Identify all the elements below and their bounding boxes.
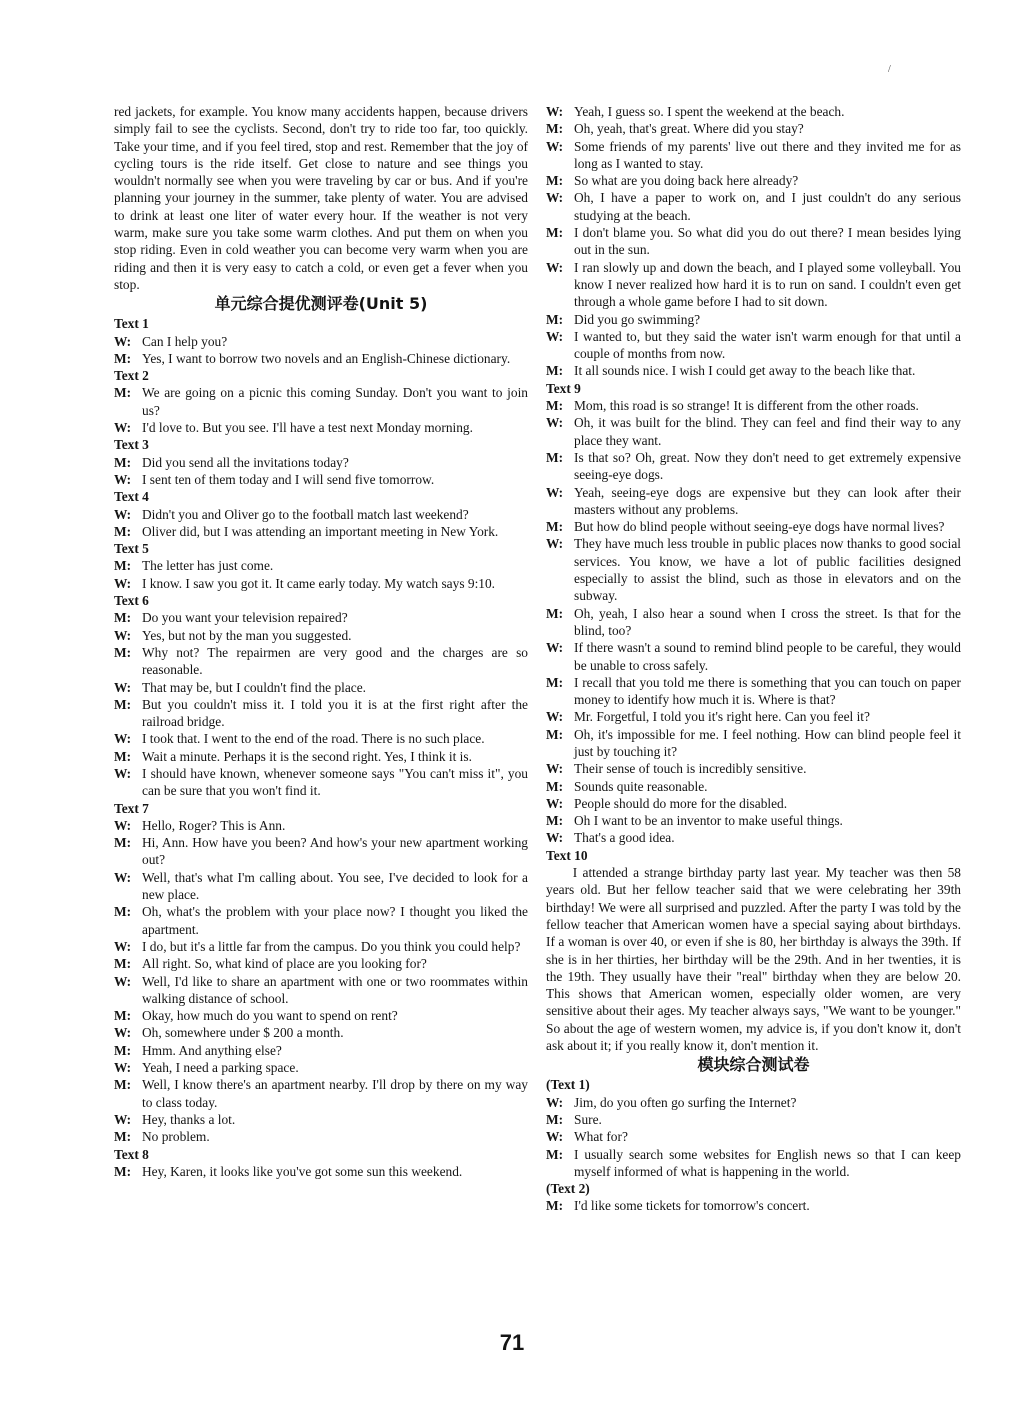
dialogue-text: Hi, Ann. How have you been? And how's your new apartment working out? (142, 835, 528, 868)
dialogue-text: All right. So, what kind of place are you looking for? (142, 956, 427, 972)
dialogue-text: But you couldn't miss it. I told you it is at the first right after the railroad bridge. (142, 696, 528, 730)
speaker-label: W: (114, 506, 132, 522)
dialogue-text: Oh, it's impossible for me. I feel nothing. How can blind people feel it just by touching it? (574, 726, 961, 759)
dialogue-line (546, 1111, 961, 1128)
speaker-label: W: (114, 471, 132, 487)
dialogue-text: Hey, thanks a lot. (142, 1111, 236, 1127)
dialogue-line (114, 1007, 528, 1024)
speaker-label: W: (114, 575, 132, 591)
section-heading: 单元综合提优测评卷(Unit 5) (214, 294, 428, 314)
dialogue-line (114, 506, 528, 523)
dialogue-text: Sounds quite reasonable. (574, 778, 708, 794)
dialogue-text: Sure. (574, 1111, 602, 1127)
dialogue-text: I don't blame you. So what did you do out there? I mean besides lying out in the sun. (574, 225, 961, 258)
dialogue-line (546, 708, 961, 725)
speaker-label: W: (546, 795, 564, 811)
dialogue-line (114, 1128, 528, 1145)
section-heading: 模块综合测试卷 (697, 1055, 810, 1075)
speaker-label: W: (546, 1129, 564, 1145)
dialogue-text: Didn't you and Oliver go to the football match last weekend? (142, 506, 469, 522)
speaker-label: W: (114, 973, 132, 989)
dialogue-line (546, 259, 961, 311)
dialogue-line (546, 103, 961, 120)
speaker-label: M: (546, 398, 564, 414)
speaker-label: M: (114, 1042, 132, 1058)
dialogue-text: Their sense of touch is incredibly sensitive. (574, 761, 807, 777)
scan-mark: / (888, 64, 891, 75)
speaker-label: W: (114, 1060, 132, 1076)
dialogue-line (546, 311, 961, 328)
dialogue-line (546, 449, 961, 484)
paragraph: red jackets, for example. You know many accidents happen, because drivers simply fail to see the cyclists. Second, don't try to ride too far, too quickly. Take your time, and if you feel tired, stop and rest. Remember that the joy of cycling tours is the ride itself. Get close to nature and see things you wouldn't normally see when you were traveling by car or bus. And if you're planning your journey in the summer, take plenty of water. You are advised to drink at least one liter of water every hour. If the weather is not very warm, make sure you take some warm clothes. And put them on when you stop riding. Even in cold weather you can become very warm when you are riding and then it is very easy to catch a cold, or even get a fever when you stop. (114, 104, 528, 292)
dialogue-line (114, 903, 528, 938)
dialogue-line (114, 1024, 528, 1041)
speaker-label: M: (114, 748, 132, 764)
dialogue-text: Mr. Forgetful, I told you it's right here. Can you feel it? (574, 709, 870, 725)
dialogue-line (546, 829, 961, 846)
speaker-label: W: (546, 761, 564, 777)
dialogue-line (546, 518, 961, 535)
speaker-label: W: (114, 627, 132, 643)
dialogue-text: Oh, yeah, that's great. Where did you stay? (574, 121, 804, 137)
dialogue-text: Oh, I have a paper to work on, and I just couldn't do any serious studying at the beach. (574, 190, 961, 223)
dialogue-text: We are going on a picnic this coming Sunday. Don't you want to join us? (142, 385, 528, 418)
speaker-label: W: (546, 640, 564, 656)
dialogue-line (546, 795, 961, 812)
dialogue-line (114, 955, 528, 972)
dialogue-text: If there wasn't a sound to remind blind people to be careful, they would be unable to cross safely. (574, 640, 961, 673)
speaker-label: W: (546, 138, 564, 154)
left-column (114, 103, 528, 1180)
text-label: (Text 2) (546, 1181, 590, 1197)
speaker-label: M: (114, 1008, 132, 1024)
text-label: Text 10 (546, 847, 588, 863)
dialogue-line (546, 189, 961, 224)
dialogue-line (546, 760, 961, 777)
dialogue-text: Yes, but not by the man you suggested. (142, 627, 352, 643)
dialogue-text: I know. I saw you got it. It came early today. My watch says 9:10. (142, 575, 496, 591)
speaker-label: W: (546, 104, 564, 119)
speaker-label: W: (114, 731, 132, 747)
dialogue-text: Oliver did, but I was attending an important meeting in New York. (142, 523, 499, 539)
dialogue-line (114, 523, 528, 540)
dialogue-text: Yes, I want to borrow two novels and an English-Chinese dictionary. (142, 350, 511, 366)
dialogue-text: They have much less trouble in public places now thanks to good social services. You know, we have a lot of public facilities designed especially to assist the blind, such as those in elevators and on the subway. (574, 536, 961, 604)
dialogue-text: Oh I want to be an inventor to make useful things. (574, 813, 843, 829)
dialogue-line (114, 1042, 528, 1059)
dialogue-text: I'd like some tickets for tomorrow's concert. (574, 1198, 810, 1214)
speaker-label: M: (546, 1146, 564, 1162)
dialogue-text: Can I help you? (142, 333, 228, 349)
dialogue-text: Jim, do you often go surfing the Internet? (574, 1094, 797, 1110)
text-label: Text 3 (114, 437, 149, 453)
speaker-label: M: (114, 350, 132, 366)
dialogue-line (546, 1146, 961, 1181)
dialogue-line (114, 765, 528, 800)
dialogue-text: I recall that you told me there is something that you can touch on paper money to identify how much it is. Where is that? (574, 674, 961, 708)
speaker-label: M: (546, 813, 564, 829)
text-label: Text 6 (114, 593, 149, 609)
dialogue-line (546, 1197, 961, 1214)
speaker-label: M: (114, 1129, 132, 1145)
dialogue-text: I sent ten of them today and I will send five tomorrow. (142, 471, 435, 487)
dialogue-line (114, 557, 528, 574)
speaker-label: M: (114, 610, 132, 626)
dialogue-text: That may be, but I couldn't find the place. (142, 679, 367, 695)
dialogue-line (114, 696, 528, 731)
dialogue-line (114, 817, 528, 834)
speaker-label: M: (114, 696, 132, 712)
dialogue-text: Wait a minute. Perhaps it is the second right. Yes, I think it is. (142, 748, 472, 764)
dialogue-line (546, 605, 961, 640)
speaker-label: M: (546, 173, 564, 189)
dialogue-line (114, 1059, 528, 1076)
speaker-label: M: (546, 225, 564, 241)
dialogue-text: Okay, how much do you want to spend on rent? (142, 1008, 398, 1024)
speaker-label: M: (546, 1111, 564, 1127)
dialogue-line (114, 627, 528, 644)
speaker-label: M: (114, 904, 132, 920)
dialogue-line (114, 1163, 528, 1180)
dialogue-line (114, 1076, 528, 1111)
dialogue-text: I'd love to. But you see. I'll have a test next Monday morning. (142, 420, 473, 436)
dialogue-text: I took that. I went to the end of the road. There is no such place. (142, 731, 485, 747)
dialogue-line (546, 674, 961, 709)
dialogue-text: Oh, somewhere under $ 200 a month. (142, 1025, 344, 1041)
speaker-label: M: (546, 1198, 564, 1214)
speaker-label: W: (114, 1025, 132, 1041)
speaker-label: M: (546, 363, 564, 379)
dialogue-line (114, 471, 528, 488)
right-column (546, 103, 961, 1215)
dialogue-line (114, 350, 528, 367)
dialogue-line (114, 384, 528, 419)
dialogue-line (114, 609, 528, 626)
dialogue-text: Hey, Karen, it looks like you've got some sun this weekend. (142, 1163, 463, 1179)
dialogue-text: Why not? The repairmen are very good and the charges are so reasonable. (142, 644, 528, 678)
speaker-label: W: (546, 190, 564, 206)
text-label: Text 1 (114, 316, 149, 332)
dialogue-text: Oh, what's the problem with your place now? I thought you liked the apartment. (142, 904, 528, 937)
speaker-label: W: (114, 679, 132, 695)
text-label: Text 9 (546, 380, 581, 396)
dialogue-line (546, 224, 961, 259)
dialogue-line (546, 639, 961, 674)
speaker-label: M: (114, 454, 132, 470)
text-label: Text 5 (114, 541, 149, 557)
text-label: Text 2 (114, 368, 149, 384)
dialogue-text: Mom, this road is so strange! It is different from the other roads. (574, 398, 919, 414)
speaker-label: W: (114, 869, 132, 885)
speaker-label: W: (546, 1094, 564, 1110)
dialogue-line (114, 869, 528, 904)
speaker-label: M: (546, 778, 564, 794)
dialogue-text: What for? (574, 1129, 628, 1145)
speaker-label: W: (546, 484, 564, 500)
speaker-label: W: (546, 259, 564, 275)
speaker-label: M: (114, 956, 132, 972)
dialogue-line (546, 726, 961, 761)
dialogue-text: Some friends of my parents' live out there and they invited me for as long as I wanted to stay. (574, 138, 961, 171)
speaker-label: M: (114, 558, 132, 574)
speaker-label: M: (546, 519, 564, 535)
dialogue-text: I should have known, whenever someone says "You can't miss it", you can be sure that you won't find it. (142, 765, 528, 799)
dialogue-text: But how do blind people without seeing-eye dogs have normal lives? (574, 519, 945, 535)
dialogue-text: So what are you doing back here already? (574, 173, 799, 189)
speaker-label: W: (546, 536, 564, 552)
speaker-label: M: (546, 674, 564, 690)
speaker-label: M: (114, 644, 132, 660)
text-label: Text 8 (114, 1146, 149, 1162)
speaker-label: W: (546, 415, 564, 431)
dialogue-text: I ran slowly up and down the beach, and I played some volleyball. You know I never realized how hard it is to run on sand. I couldn't even get through a whole game before I had to sit down. (574, 259, 961, 310)
speaker-label: M: (546, 449, 564, 465)
dialogue-line (114, 938, 528, 955)
dialogue-line (546, 138, 961, 173)
dialogue-text: Well, I know there's an apartment nearby. I'll drop by there on my way to class today. (142, 1077, 528, 1110)
dialogue-text: Did you send all the invitations today? (142, 454, 349, 470)
speaker-label: W: (114, 420, 132, 436)
dialogue-line (114, 679, 528, 696)
speaker-label: W: (114, 765, 132, 781)
speaker-label: M: (546, 726, 564, 742)
dialogue-text: Yeah, seeing-eye dogs are expensive but they can look after their masters without any problems. (574, 484, 961, 517)
dialogue-line (114, 454, 528, 471)
speaker-label: M: (114, 385, 132, 401)
text-label: (Text 1) (546, 1077, 590, 1093)
speaker-label: M: (546, 311, 564, 327)
speaker-label: M: (546, 605, 564, 621)
dialogue-line (114, 973, 528, 1008)
dialogue-line (546, 1128, 961, 1145)
dialogue-line (546, 362, 961, 379)
dialogue-line (546, 778, 961, 795)
dialogue-text: Did you go swimming? (574, 311, 701, 327)
dialogue-line (546, 397, 961, 414)
dialogue-text: I usually search some websites for English news so that I can keep myself informed of what is happening in the world. (574, 1146, 961, 1179)
dialogue-text: Well, that's what I'm calling about. You see, I've decided to look for a new place. (142, 869, 528, 903)
paragraph: I attended a strange birthday party last year. My teacher was then 58 years old. But her fellow teacher said that we were celebrating her 39th birthday! We were all surprised and puzzled. After the party I was told by the fellow teacher that American women have a special saying about birthdays. If a woman is over 40, or even if she is 80, her birthday is always the 39th. If she is in her thirties, her birthday will be the 29th. And in her twenties, it is the 19th. They usually have their "real" birthday when they are below 20. This shows that American women, especially older women, are very sensitive about their ages. My teacher always says, "We want to be younger." So about the age of western women, my advice is, if you don't know it, don't ask about it; if you really know it, don't mention it. (546, 865, 961, 1054)
speaker-label: M: (546, 121, 564, 137)
dialogue-text: It all sounds nice. I wish I could get away to the beach like that. (574, 363, 916, 379)
speaker-label: W: (546, 328, 564, 344)
dialogue-line (114, 644, 528, 679)
dialogue-text: Yeah, I need a parking space. (142, 1060, 299, 1076)
dialogue-line (546, 484, 961, 519)
dialogue-text: Yeah, I guess so. I spent the weekend at the beach. (574, 104, 845, 119)
dialogue-text: Do you want your television repaired? (142, 610, 348, 626)
dialogue-line (114, 748, 528, 765)
speaker-label: M: (114, 1163, 132, 1179)
speaker-label: W: (546, 709, 564, 725)
dialogue-text: Well, I'd like to share an apartment with one or two roommates within walking distance of school. (142, 973, 528, 1006)
text-label: Text 7 (114, 800, 149, 816)
dialogue-line (546, 172, 961, 189)
dialogue-text: People should do more for the disabled. (574, 795, 788, 811)
dialogue-text: The letter has just come. (142, 558, 274, 574)
speaker-label: W: (114, 333, 132, 349)
speaker-label: W: (546, 830, 564, 846)
dialogue-text: Oh, yeah, I also hear a sound when I cross the street. Is that for the blind, too? (574, 605, 961, 638)
dialogue-line (114, 333, 528, 350)
dialogue-text: Hello, Roger? This is Ann. (142, 817, 286, 833)
speaker-label: M: (114, 523, 132, 539)
speaker-label: M: (114, 835, 132, 851)
dialogue-line (114, 834, 528, 869)
dialogue-text: No problem. (142, 1129, 210, 1145)
dialogue-line (546, 1094, 961, 1111)
speaker-label: W: (114, 817, 132, 833)
dialogue-line (546, 328, 961, 363)
dialogue-line (546, 414, 961, 449)
dialogue-text: Is that so? Oh, great. Now they don't need to get extremely expensive seeing-eye dogs. (574, 449, 961, 483)
dialogue-text: I wanted to, but they said the water isn't warm enough for that until a couple of months from now. (574, 328, 961, 362)
dialogue-line (114, 730, 528, 747)
text-label: Text 4 (114, 489, 149, 505)
dialogue-line (114, 575, 528, 592)
dialogue-text: Oh, it was built for the blind. They can feel and find their way to any place they want. (574, 415, 961, 448)
page-number: 71 (499, 1330, 525, 1355)
dialogue-line (114, 419, 528, 436)
speaker-label: W: (114, 938, 132, 954)
dialogue-line (546, 120, 961, 137)
speaker-label: M: (114, 1077, 132, 1093)
dialogue-text: That's a good idea. (574, 830, 675, 846)
dialogue-text: Hmm. And anything else? (142, 1042, 282, 1058)
speaker-label: W: (114, 1111, 132, 1127)
dialogue-text: I do, but it's a little far from the campus. Do you think you could help? (142, 938, 521, 954)
dialogue-line (546, 812, 961, 829)
dialogue-line (114, 1111, 528, 1128)
dialogue-line (546, 535, 961, 604)
